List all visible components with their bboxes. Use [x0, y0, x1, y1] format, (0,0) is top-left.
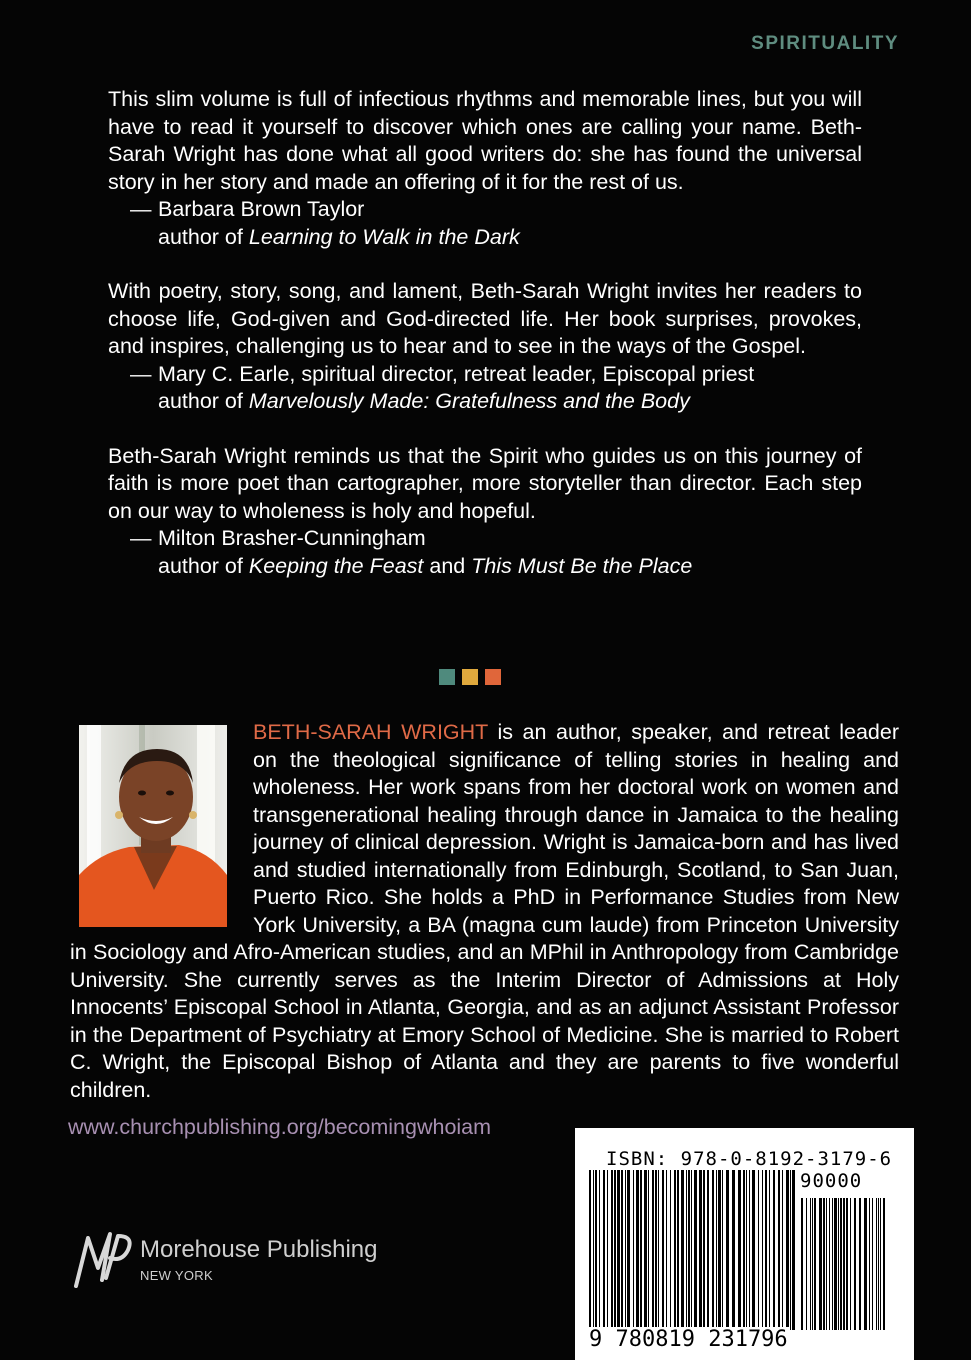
endorsement	[108, 278, 862, 416]
endorser-book-credit: author of Learning to Walk in the Dark	[158, 224, 520, 249]
endorsement	[108, 443, 862, 581]
author-bio	[70, 719, 899, 1104]
isbn-number: ISBN: 978-0-8192-3179-6	[606, 1148, 893, 1170]
price-code: 90000	[800, 1170, 863, 1192]
endorsement-attribution: — Milton Brasher-Cunningham	[130, 526, 426, 550]
endorsement-attribution: — Mary C. Earle, spiritual director, retreat leader, Episcopal priest	[130, 361, 755, 386]
publisher-city: NEW YORK	[140, 1268, 213, 1283]
endorsement-text: With poetry, story, song, and lament, Beth-Sarah Wright invites her readers to choose life, God-given and God-directed life. Her book surprises, provokes, and inspires, challenging us to hear and to see in the ways of the Gospel.	[108, 279, 862, 358]
endorsement-attribution: — Barbara Brown Taylor	[130, 197, 365, 221]
ean-digits: 9 780819 231796	[589, 1327, 788, 1352]
endorsement-text: Beth-Sarah Wright reminds us that the Spirit who guides us on this journey of faith is more poet than cartographer, more storyteller than director. Each step on our way to wholeness is holy and hopeful.	[108, 443, 862, 523]
decorative-squares	[439, 669, 501, 685]
author-name: BETH-SARAH WRIGHT	[253, 720, 488, 744]
gold-square	[462, 669, 478, 685]
endorser-book-credit: author of Keeping the Feast and This Must Be the Place	[158, 553, 693, 578]
publisher-name: Morehouse Publishing	[140, 1236, 378, 1263]
author-bio-text: is an author, speaker, and retreat leader on the theological significance of telling stories in healing and wholeness. Her work spans from her doctoral work on women and transgenerational healing through dance in Jamaica to the healing journey of clinical depression. Wright is Jamaica-born and has lived and studied internationally from Edinburgh, Scotland, to San Juan, Puerto Rico. She holds a PhD in Performance Studies from New York University, a BA (magna cum laude) from Princeton University in Sociology and Afro-American studies, and an MPhil in Anthropology from Cambridge University. She currently serves as the Interim Director of Admissions at Holy Innocents’ Episcopal School in Atlanta, Georgia, and as an adjunct Assistant Professor in the Department of Psychiatry at Emory School of Medicine. She is married to Robert C. Wright, the Episcopal Bishop of Atlanta and they are parents to five wonderful children.	[70, 720, 899, 1102]
category-label: SPIRITUALITY	[751, 33, 899, 54]
book-title: This Must Be the Place	[471, 553, 693, 578]
teal-square	[439, 669, 455, 685]
orange-square	[485, 669, 501, 685]
book-title: Marvelously Made: Gratefulness and the Body	[248, 389, 690, 413]
isbn-barcode	[575, 1128, 914, 1360]
endorsement-text: This slim volume is full of infectious rhythms and memorable lines, but you will have to read it yourself to discover which ones are calling your name. Beth-Sarah Wright has done what all good writers do: she has found the universal story in her story and made an offering of it for the rest of us.	[108, 87, 862, 194]
publisher-logo-icon	[72, 1228, 132, 1295]
book-title: Learning to Walk in the Dark	[248, 224, 520, 249]
endorser-book-credit: author of Marvelously Made: Gratefulness and the Body	[158, 389, 690, 413]
endorsement	[108, 86, 862, 251]
book-title: Keeping the Feast	[248, 553, 424, 578]
publisher-imprint	[72, 1228, 377, 1295]
endorsements	[108, 86, 862, 607]
website-link[interactable]: www.churchpublishing.org/becomingwhoiam	[68, 1115, 492, 1139]
